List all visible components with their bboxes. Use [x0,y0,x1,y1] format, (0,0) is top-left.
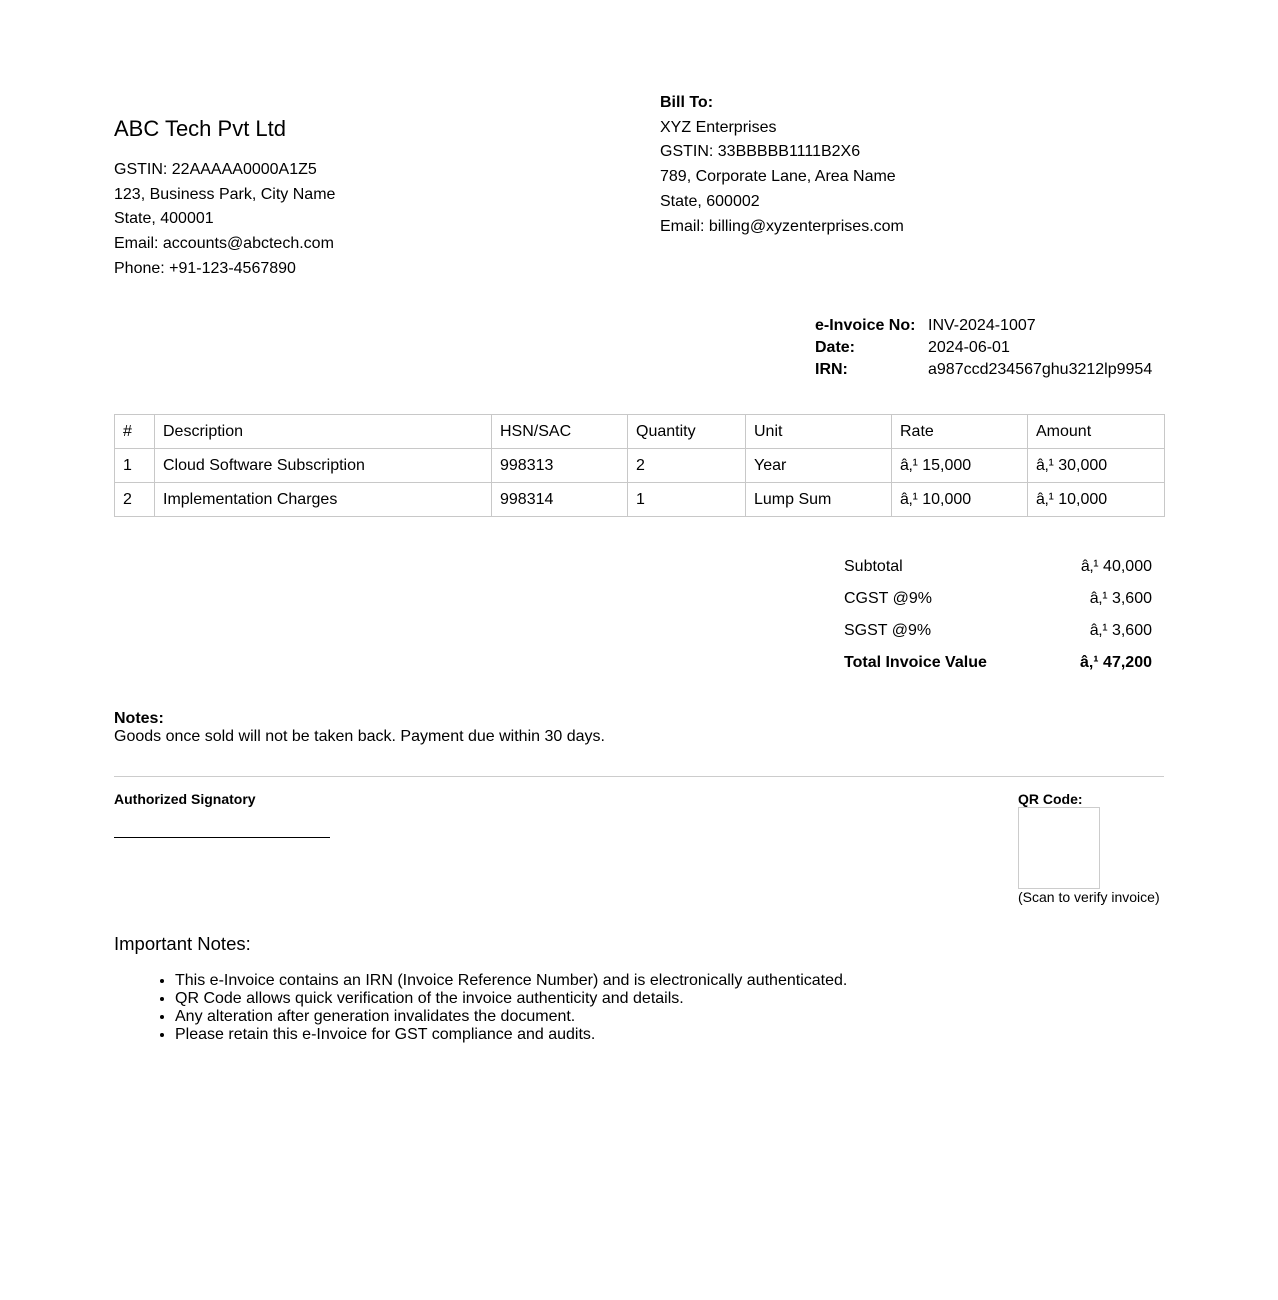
totals-label: CGST @9% [844,590,932,607]
bill-to-address-line-1: 789, Corporate Lane, Area Name [660,168,896,186]
cell-rate: â‚¹ 10,000 [892,483,1028,517]
cell-hsn-sac: 998313 [492,449,628,483]
cell-quantity: 2 [628,449,746,483]
signature-line [114,837,330,838]
list-item: • Please retain this e-Invoice for GST compliance and audits. [175,1026,1164,1044]
invoice-meta [815,315,1152,381]
column-header-amount: Amount [1028,415,1165,449]
table-row [115,449,1165,483]
seller-gstin: GSTIN: 22AAAAA0000A1Z5 [114,161,317,178]
bill-to-heading: Bill To: [660,94,714,111]
seller-address-line-1: 123, Business Park, City Name [114,185,336,203]
cell-description: Implementation Charges [155,483,492,517]
seller-address-line-2: State, 400001 [114,210,214,228]
totals-label: Subtotal [844,558,903,575]
cell-number: 2 [115,483,155,517]
totals-value: â‚¹ 40,000 [1080,558,1152,575]
column-header-unit: Unit [746,415,892,449]
totals-label: Total Invoice Value [844,654,987,671]
column-header-hsn-sac: HSN/SAC [492,415,628,449]
qr-caption: (Scan to verify invoice) [1018,889,1160,905]
meta-label: Date: [815,339,856,356]
cell-unit: Lump Sum [746,483,892,517]
list-item: • Any alteration after generation invalidates the document. [175,1008,1164,1026]
cell-unit: Year [746,449,892,483]
totals-label: SGST @9% [844,622,932,639]
column-header-quantity: Quantity [628,415,746,449]
totals-value: â‚¹ 3,600 [1089,590,1152,607]
notes-heading: Notes: [114,710,164,727]
totals-value: â‚¹ 47,200 [1079,654,1152,671]
table-row [115,483,1165,517]
notes-section [114,710,1164,746]
signatory-label: Authorized Signatory [114,791,256,807]
bill-to-gstin: GSTIN: 33BBBBB1111B2X6 [660,143,861,161]
column-header-rate: Rate [892,415,1028,449]
qr-label: QR Code: [1018,791,1083,807]
invoice-page [114,0,1164,1300]
cell-number: 1 [115,449,155,483]
meta-label: e-Invoice No: [815,317,916,334]
meta-row-irn [815,359,1152,381]
totals-table [844,551,1152,679]
cell-description: Cloud Software Subscription [155,449,492,483]
meta-row-invoice-no [815,315,1152,337]
cell-hsn-sac: 998314 [492,483,628,517]
seller-block [114,115,614,282]
bill-to-email: Email: billing@xyzenterprises.com [660,217,904,235]
bill-to-name: XYZ Enterprises [660,118,777,136]
totals-row-cgst [844,583,1152,615]
meta-label: IRN: [815,361,848,378]
totals-row-subtotal [844,551,1152,583]
totals-value: â‚¹ 3,600 [1089,622,1152,639]
items-table [114,414,1165,517]
column-header-number: # [115,415,155,449]
signatory-block [114,791,330,838]
meta-value: 2024-06-01 [928,339,1010,356]
important-notes-heading: Important Notes: [114,933,251,954]
list-item: • QR Code allows quick verification of the invoice authenticity and details. [175,990,1164,1008]
cell-rate: â‚¹ 15,000 [892,449,1028,483]
cell-quantity: 1 [628,483,746,517]
meta-row-date [815,337,1152,359]
table-header-row [115,415,1165,449]
important-notes-list [114,972,1164,1044]
list-item: • This e-Invoice contains an IRN (Invoice Reference Number) and is electronically authenticated. [175,972,1164,990]
cell-amount: â‚¹ 30,000 [1028,449,1165,483]
totals-row-sgst [844,615,1152,647]
qr-code-placeholder [1018,807,1100,889]
bill-to-block [660,91,1160,239]
important-notes-section [114,932,1164,1044]
qr-block [1018,791,1168,905]
seller-phone: Phone: +91-123-4567890 [114,259,296,277]
section-divider [114,776,1164,777]
meta-value: a987ccd234567ghu3212lp9954 [928,361,1153,378]
cell-amount: â‚¹ 10,000 [1028,483,1165,517]
seller-email: Email: accounts@abctech.com [114,235,334,253]
column-header-description: Description [155,415,492,449]
totals-row-grand-total [844,647,1152,679]
bill-to-address-line-2: State, 600002 [660,192,760,210]
meta-value: INV-2024-1007 [928,317,1036,334]
seller-name: ABC Tech Pvt Ltd [114,116,287,141]
notes-text: Goods once sold will not be taken back. Payment due within 30 days. [114,728,605,745]
